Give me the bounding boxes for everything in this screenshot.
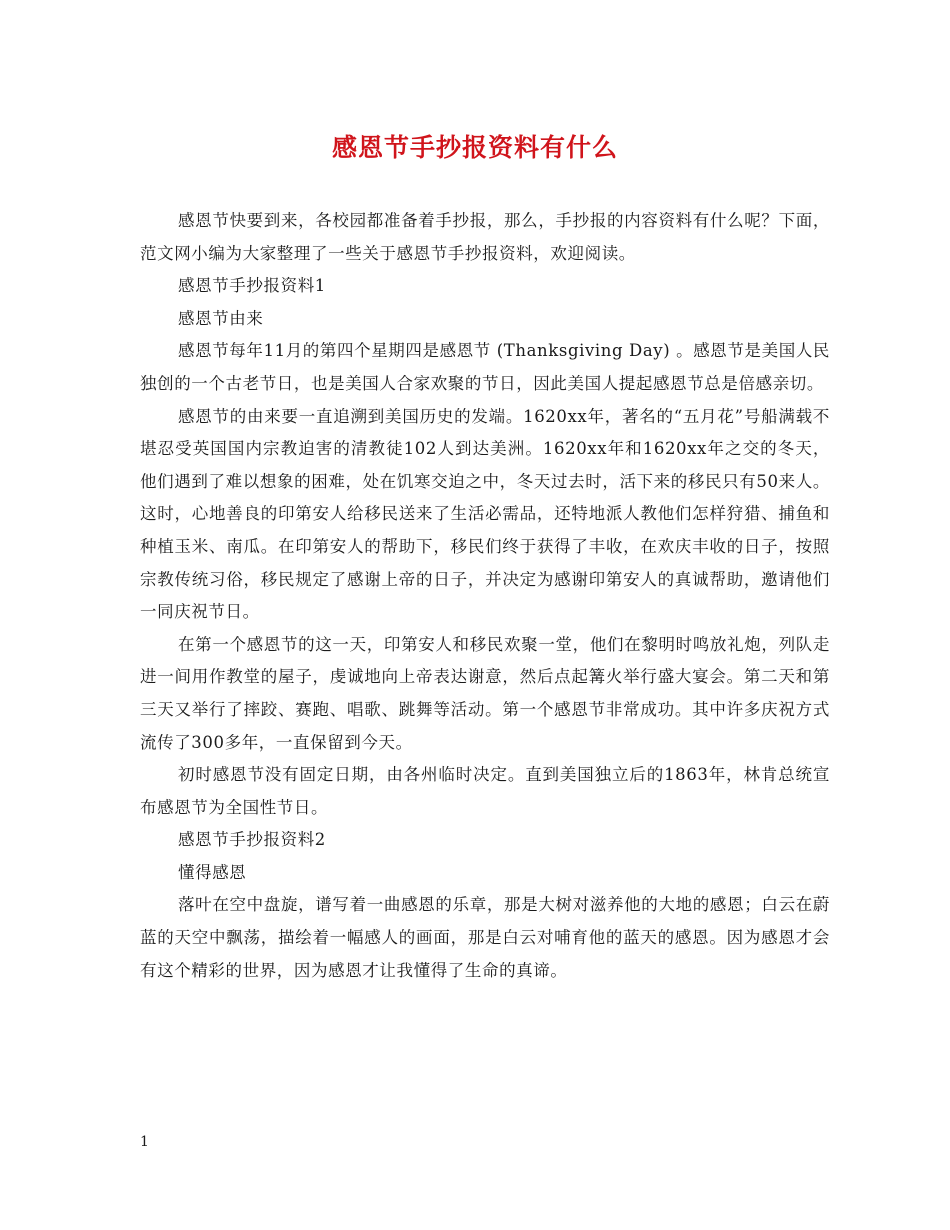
- paragraph-first-thanksgiving: 在第一个感恩节的这一天，印第安人和移民欢聚一堂，他们在黎明时鸣放礼炮，列队走进一间用作教堂的屋子，虔诚地向上帝表达谢意，然后点起篝火举行盛大宴会。第二天和第三天又举行了摔跤、赛跑、唱歌、跳舞等活动。第一个感恩节非常成功。其中许多庆祝方式流传了300多年，一直保留到今天。: [140, 634, 830, 752]
- page-number: 1: [140, 1134, 149, 1150]
- paragraph-history: 感恩节的由来要一直追溯到美国历史的发端。1620xx年，著名的“五月花”号船满载不堪忍受英国国内宗教迫害的清教徒102人到达美洲。1620xx年和1620xx年之交的冬天，他们遇到了难以想象的困难，处在饥寒交迫之中，冬天过去时，活下来的移民只有50来人。这时，心地善良的印第安人给移民送来了生活必需品，还特地派人教他们怎样狩猎、捕鱼和种植玉米、南瓜。在印第安人的帮助下，移民们终于获得了丰收，在欢庆丰收的日子，按照宗教传统习俗，移民规定了感谢上帝的日子，并决定为感谢印第安人的真诚帮助，邀请他们一同庆祝节日。: [140, 406, 830, 622]
- document-title: 感恩节手抄报资料有什么: [331, 133, 618, 162]
- document-body: [140, 205, 830, 987]
- paragraph-thanksgiving-date: 感恩节每年11月的第四个星期四是感恩节 (Thanksgiving Day) 。感恩节是美国人民独创的一个古老节日，也是美国人合家欢聚的节日，因此美国人提起感恩节总是倍感亲切。: [140, 341, 830, 393]
- paragraph-intro: 感恩节快要到来，各校园都准备着手抄报，那么，手抄报的内容资料有什么呢？下面，范文网小编为大家整理了一些关于感恩节手抄报资料，欢迎阅读。: [140, 211, 830, 263]
- paragraph-gratitude: 落叶在空中盘旋，谱写着一曲感恩的乐章，那是大树对滋养他的大地的感恩；白云在蔚蓝的天空中飘荡，描绘着一幅感人的画面，那是白云对哺育他的蓝天的感恩。因为感恩才会有这个精彩的世界，因为感恩才让我懂得了生命的真谛。: [140, 895, 830, 980]
- subheading-gratitude: 懂得感恩: [178, 862, 247, 882]
- paragraph-national-holiday: 初时感恩节没有固定日期，由各州临时决定。直到美国独立后的1863年，林肯总统宣布感恩节为全国性节日。: [140, 765, 830, 817]
- section-heading-material-1: 感恩节手抄报资料1: [178, 276, 326, 296]
- subheading-origin: 感恩节由来: [178, 308, 264, 328]
- section-heading-material-2: 感恩节手抄报资料2: [178, 830, 326, 850]
